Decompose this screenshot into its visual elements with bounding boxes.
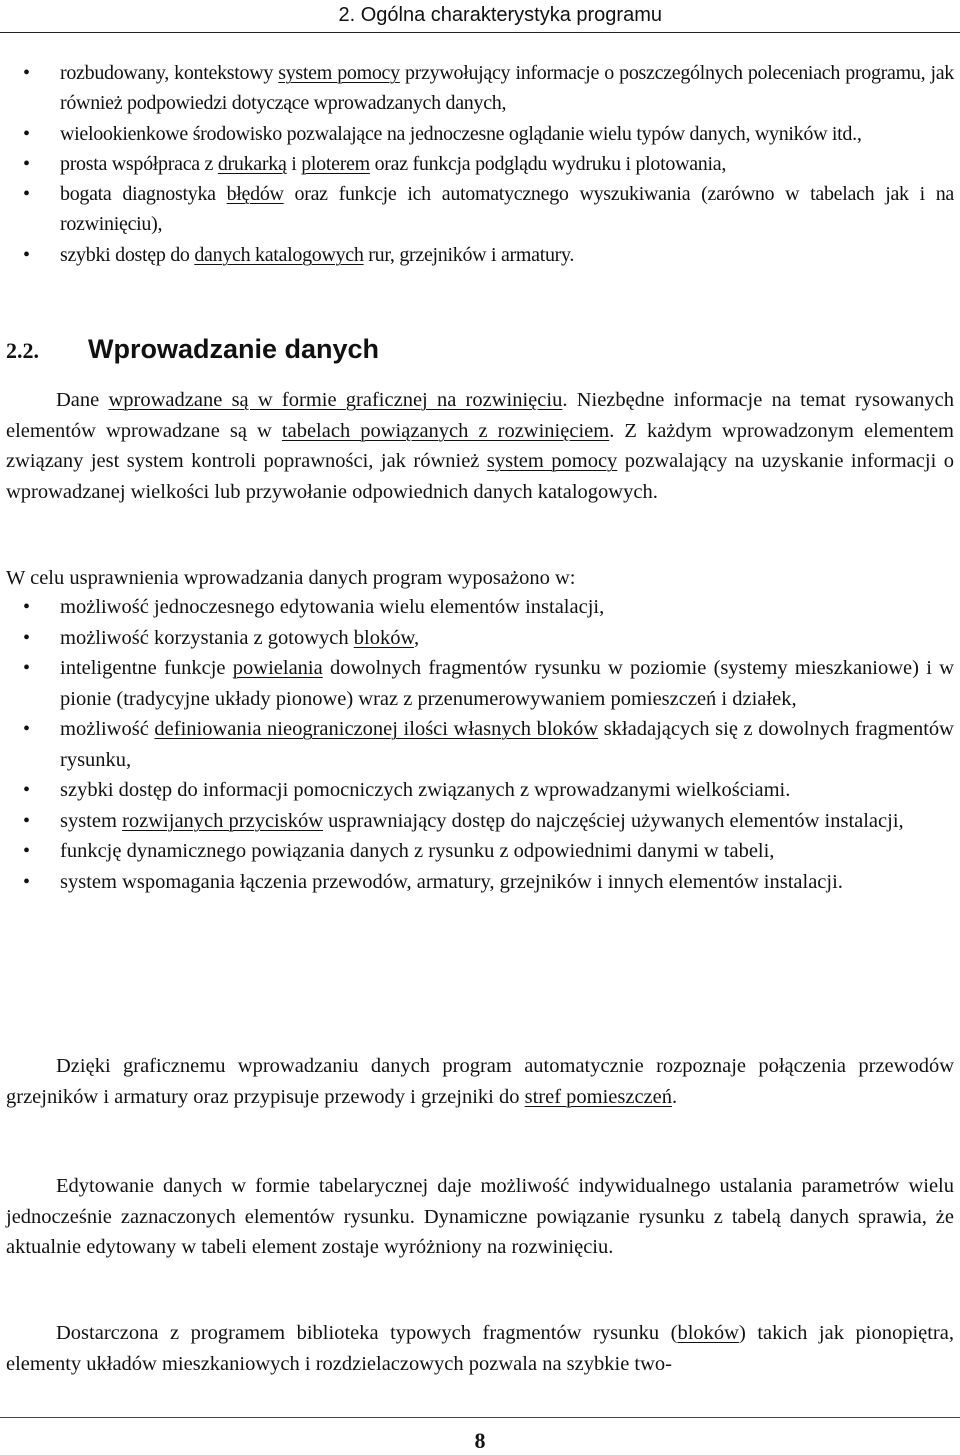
- list-item: • rozbudowany, kontekstowy system pomocy przywołujący informacje o poszczególnych poleceniach programu, jak również podpowiedzi dotyczące wprowadzanych danych,: [0, 58, 960, 119]
- section-title: Wprowadzanie danych: [88, 334, 380, 364]
- feature-list-input: [0, 592, 960, 897]
- list-item: • wielookienkowe środowisko pozwalające na jednoczesne oglądanie wielu typów danych, wyników itd.,: [0, 119, 960, 149]
- list-item: • możliwość jednoczesnego edytowania wielu elementów instalacji,: [0, 592, 960, 623]
- link-wprowadzane-graficznie[interactable]: wprowadzane są w formie graficznej na rozwinięciu: [108, 389, 563, 411]
- link-definiowania-blokow[interactable]: definiowania nieograniczonej ilości własnych bloków: [154, 718, 599, 740]
- bullet-icon: •: [23, 183, 30, 206]
- list-item: • szybki dostęp do danych katalogowych rur, grzejników i armatury.: [0, 240, 960, 270]
- bullet-icon: •: [23, 779, 31, 801]
- bullet-icon: •: [23, 243, 30, 266]
- list-item: • szybki dostęp do informacji pomocniczych związanych z wprowadzanymi wielkościami.: [0, 775, 960, 806]
- bullet-icon: •: [23, 152, 30, 175]
- list-item: • system rozwijanych przycisków usprawniający dostęp do najczęściej używanych elementów instalacji,: [0, 806, 960, 837]
- link-blokow-2[interactable]: bloków: [677, 1322, 739, 1344]
- link-blokow[interactable]: bloków: [353, 626, 414, 649]
- paragraph-features-intro: W celu usprawnienia wprowadzania danych program wyposażono w:: [6, 567, 576, 589]
- list-item: • prosta współpraca z drukarką i ploterem oraz funkcja podglądu wydruku i plotowania,: [0, 149, 960, 179]
- bullet-icon: •: [23, 809, 31, 832]
- link-system-pomocy[interactable]: system pomocy: [278, 62, 400, 84]
- bullet-icon: •: [23, 596, 31, 618]
- bullet-icon: •: [23, 840, 31, 862]
- link-dane-katalogowe[interactable]: danych katalogowych: [194, 243, 364, 266]
- list-item: • możliwość definiowania nieograniczonej ilości własnych bloków składających się z dowolnych fragmentów rysunku,: [0, 714, 960, 775]
- feature-list-top: [0, 58, 960, 270]
- page-number: 8: [474, 1428, 486, 1453]
- bullet-icon: •: [23, 626, 31, 649]
- link-strefy-pomieszczen[interactable]: stref pomieszczeń: [524, 1085, 673, 1108]
- paragraph-graphic-input: Dzięki graficznemu wprowadzaniu danych program automatycznie rozpoznaje połączenia przewodów grzejników i armatury oraz przypisuje przewody i grzejniki do stref pomieszczeń.: [6, 1055, 954, 1108]
- list-item: • możliwość korzystania z gotowych bloków,: [0, 623, 960, 654]
- paragraph-table-editing: Edytowanie danych w formie tabelarycznej daje możliwość indywidualnego ustalania parametrów wielu jednocześnie zaznaczonych elementów rysunku. Dynamiczne powiązanie rysunku z tabelą danych sprawia, że aktualnie edytowany w tabeli element zostaje wyróżniony na rozwinięciu.: [6, 1175, 954, 1258]
- bullet-icon: •: [23, 122, 30, 145]
- header-title: 2. Ogólna charakterystyka programu: [338, 4, 662, 26]
- link-system-pomocy-2[interactable]: system pomocy: [486, 450, 618, 472]
- link-tabele-powiazane[interactable]: tabelach powiązanych z rozwinięciem: [281, 419, 610, 442]
- section-number: 2.2.: [6, 338, 39, 363]
- link-powielania[interactable]: powielania: [232, 657, 323, 679]
- link-rozwijane-przyciski[interactable]: rozwijanych przycisków: [122, 809, 324, 832]
- paragraph-intro: Dane wprowadzane są w formie graficznej na rozwinięciu. Niezbędne informacje na temat rysowanych elementów wprowadzane są w tabelach powiązanych z rozwinięciem. Z każdym wprowadzonym elementem związany jest system kontroli poprawności, jak również system pomocy pozwalający na uzyskanie informacji o wprowadzanej wielkości lub przywołanie odpowiednich danych katalogowych.: [6, 389, 954, 503]
- section-heading: [6, 334, 379, 365]
- footer-divider: [0, 1417, 960, 1418]
- bullet-icon: •: [23, 657, 31, 679]
- list-item: • funkcję dynamicznego powiązania danych z rysunku z odpowiednimi danymi w tabeli,: [0, 836, 960, 867]
- page-header: [0, 0, 960, 33]
- link-bledow[interactable]: błędów: [226, 183, 284, 206]
- paragraph-library: Dostarczona z programem biblioteka typowych fragmentów rysunku (bloków) takich jak pionopiętra, elementy układów mieszkaniowych i rozdzielaczowych pozwala na szybkie two-: [6, 1322, 954, 1375]
- link-drukarka[interactable]: drukarką: [217, 152, 287, 175]
- list-item: • bogata diagnostyka błędów oraz funkcje ich automatycznego wyszukiwania (zarówno w tabelach jak i na rozwinięciu),: [0, 179, 960, 240]
- bullet-icon: •: [23, 718, 31, 740]
- list-item: • inteligentne funkcje powielania dowolnych fragmentów rysunku w poziomie (systemy mieszkaniowe) i w pionie (tradycyjne układy pionowe) wraz z przenumerowywaniem pomieszczeń i działek,: [0, 653, 960, 714]
- bullet-icon: •: [23, 870, 31, 893]
- bullet-icon: •: [23, 62, 30, 84]
- list-item: • system wspomagania łączenia przewodów, armatury, grzejników i innych elementów instalacji.: [0, 867, 960, 898]
- link-ploter[interactable]: ploterem: [301, 152, 370, 175]
